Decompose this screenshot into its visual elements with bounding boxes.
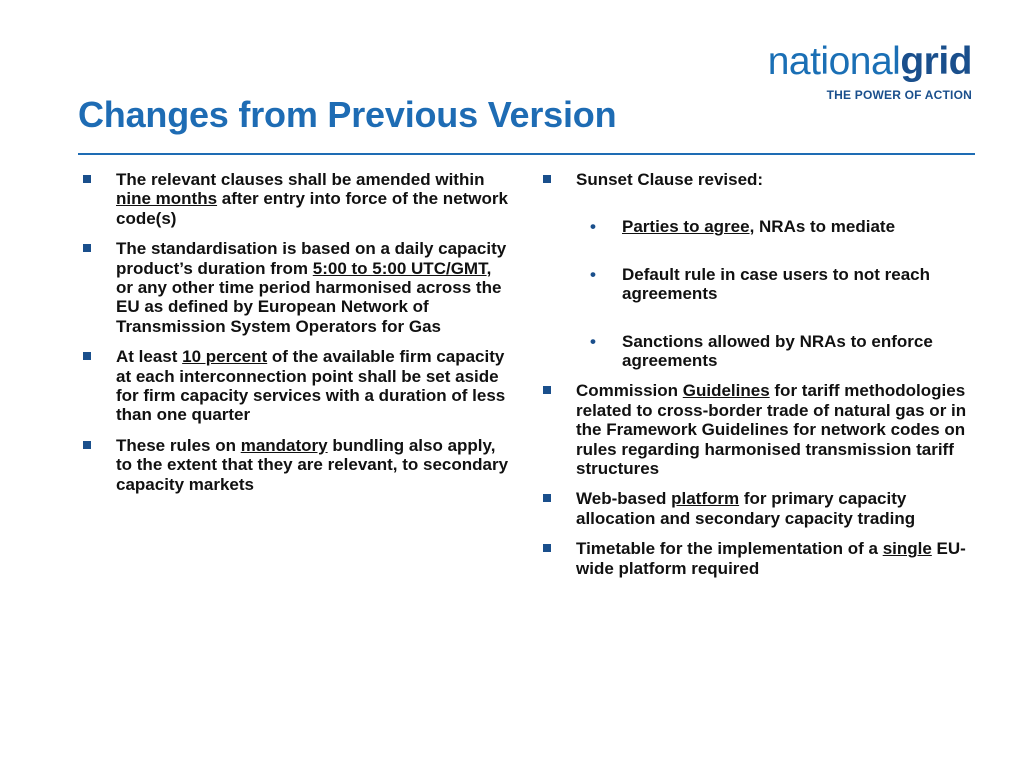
bullet-text-after: of the available firm capacity at each interconnection point shall be set aside for firm capacity services with a duration of less than one quarter xyxy=(116,347,506,425)
bullet-text-underlined: mandatory xyxy=(240,435,328,455)
square-bullet-icon xyxy=(543,386,551,394)
bullet-text-before: These rules on xyxy=(116,435,241,455)
nationalgrid-logo xyxy=(768,40,972,102)
dot-bullet-icon: • xyxy=(590,264,596,284)
sub-bullet-after: , NRAs to mediate xyxy=(749,217,896,237)
bullet-text-before: The standardisation is based on a daily capacity product’s duration from xyxy=(116,239,507,278)
bullet-item-ten-percent xyxy=(80,347,510,425)
dot-bullet-icon: • xyxy=(590,217,596,237)
bullet-item-nine-months xyxy=(80,170,510,228)
bullet-text-after: , or any other time period harmonised across the EU as defined by European Network of Transmission System Operators for Gas xyxy=(116,258,502,336)
bullet-item-timetable xyxy=(540,539,970,578)
bullet-text-after: EU-wide platform required xyxy=(576,539,966,578)
square-bullet-icon xyxy=(83,175,91,183)
slide-title: Changes from Previous Version xyxy=(78,94,617,135)
bullet-text-after: after entry into force of the network code(s) xyxy=(116,189,508,228)
sub-bullet-default-rule xyxy=(540,265,970,304)
bullet-text-before: The relevant clauses shall be amended within xyxy=(116,170,485,189)
bullet-text-before: At least xyxy=(116,347,183,367)
logo-tagline: THE POWER OF ACTION xyxy=(826,88,972,102)
square-bullet-icon xyxy=(543,175,551,183)
square-bullet-icon xyxy=(543,494,551,502)
logo-word-grid: grid xyxy=(900,40,972,83)
bullet-text: Sunset Clause revised: xyxy=(576,170,764,189)
bullet-text-before: Timetable for the implementation of a xyxy=(576,539,883,559)
bullet-text-underlined: platform xyxy=(671,489,740,509)
bullet-text-before: Commission xyxy=(576,381,683,401)
sub-bullet-underlined: Parties to agree xyxy=(622,217,750,237)
bullet-item-standardisation xyxy=(80,239,510,336)
bullet-item-web-platform xyxy=(540,489,970,528)
bullet-item-mandatory-bundling xyxy=(80,436,510,494)
square-bullet-icon xyxy=(83,441,91,449)
bullet-text-underlined: nine months xyxy=(116,189,218,209)
square-bullet-icon xyxy=(83,244,91,252)
bullet-text-after: for tariff methodologies related to cross-border trade of natural gas or in the Framework Guidelines for network codes on rules regarding harmonised transmission tariff structures xyxy=(576,381,967,479)
bullet-text-after: for primary capacity allocation and secondary capacity trading xyxy=(576,489,916,528)
dot-bullet-icon: • xyxy=(590,331,596,351)
bullet-text-after: bundling also apply, to the extent that they are relevant, to secondary capacity markets xyxy=(116,435,509,494)
square-bullet-icon xyxy=(83,352,91,360)
bullet-text-underlined: Guidelines xyxy=(682,381,770,401)
bullet-text-underlined: 5:00 to 5:00 UTC/GMT xyxy=(312,258,487,278)
bullet-item-sunset-clause xyxy=(540,170,970,189)
sub-bullet-sanctions xyxy=(540,332,970,371)
bullet-text-underlined: single xyxy=(882,539,932,559)
sub-bullet-text: Sanctions allowed by NRAs to enforce agreements xyxy=(622,331,933,371)
title-divider xyxy=(78,153,975,155)
bullet-text-before: Web-based xyxy=(576,489,672,509)
bullet-text-underlined: 10 percent xyxy=(182,347,268,367)
sub-bullet-text: Default rule in case users to not reach agreements xyxy=(622,264,930,304)
right-column xyxy=(540,170,970,589)
bullet-item-commission-guidelines xyxy=(540,381,970,478)
sub-bullet-parties-to-agree xyxy=(540,217,970,236)
logo-wordmark xyxy=(768,40,972,84)
square-bullet-icon xyxy=(543,544,551,552)
left-column xyxy=(80,170,510,505)
logo-word-national: national xyxy=(767,40,901,83)
